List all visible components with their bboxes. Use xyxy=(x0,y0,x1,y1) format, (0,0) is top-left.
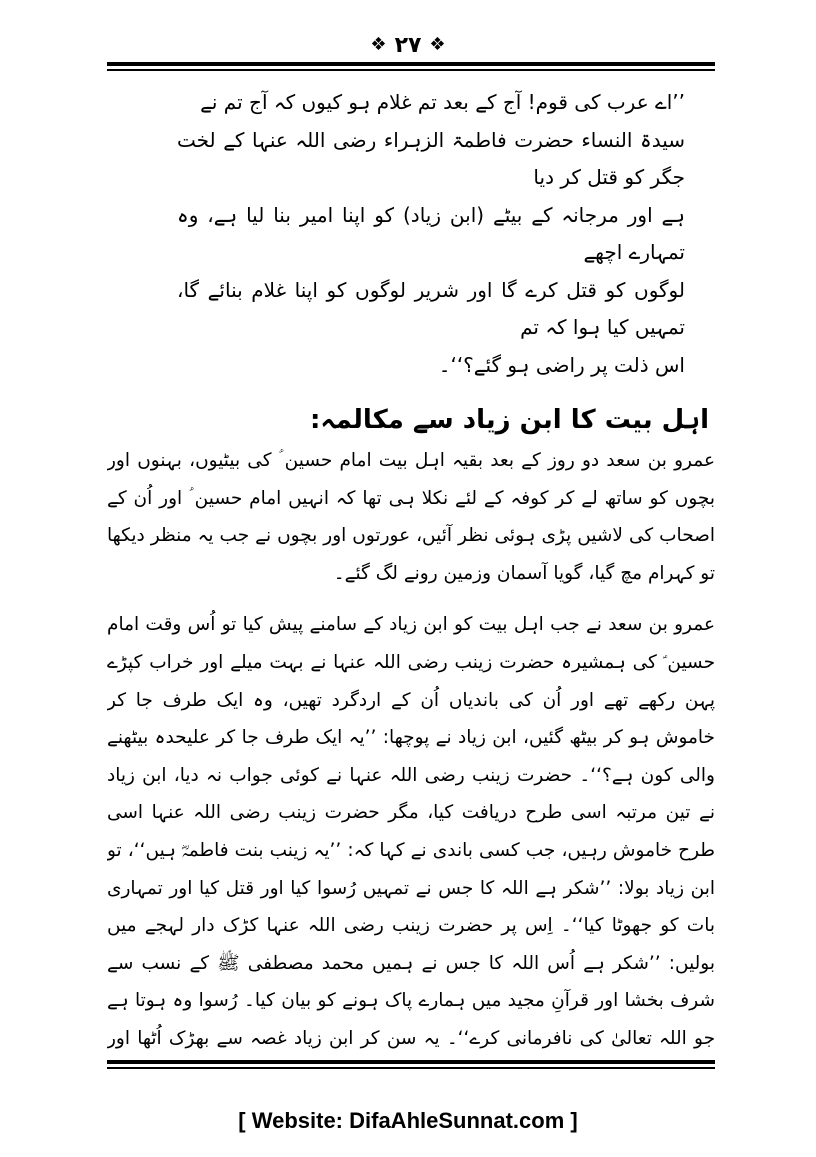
page-header xyxy=(0,30,816,60)
quote-line: ہے اور مرجانہ کے بیٹے (ابن زیاد) کو اپنا امیر بنا لیا ہے، وہ تمہارے اچھے xyxy=(177,202,685,264)
quote-line: لوگوں کو قتل کرے گا اور شریر لوگوں کو اپنا غلام بنائے گا، تمہیں کیا ہوا کہ تم xyxy=(177,277,685,339)
quote-line: اس ذلت پر راضی ہو گئے؟‘‘۔ xyxy=(438,352,685,377)
bottom-divider-thin xyxy=(107,1067,715,1069)
website-footer: [ Website: DifaAhleSunnat.com ] xyxy=(238,1108,578,1133)
ornament-left-icon: ❖ xyxy=(370,34,387,55)
quote-line: ’’اے عرب کی قوم! آج کے بعد تم غلام ہو کیوں کہ آج تم نے xyxy=(200,90,685,114)
quote-line: سیدۃ النساء حضرت فاطمۃ الزہراء رضی اللہ عنہا کے لخت جگر کو قتل کر دیا xyxy=(177,127,685,189)
paragraph: عمرو بن سعد نے جب اہل بیت کو ابن زیاد کے سامنے پیش کیا تو اُس وقت امام حسین ؑ کی ہمشیرہ حضرت زینب رضی اللہ عنہا نے بہت میلے اور خراب کپڑے پہن رکھے تھے اور اُن کی باندیاں اُن کے اردگرد تھیں، وہ ایک طرف جا کر خاموش ہو کر بیٹھ گئیں، ابن زیاد نے پوچھا: ’’یہ ایک طرف جا کر علیحدہ بیٹھنے والی کون ہے؟‘‘۔ حضرت زینب رضی اللہ عنہا نے کوئی جواب نہ دیا، ابن زیاد نے تین مرتبہ اسی طرح دریافت کیا، مگر حضرت زینب رضی اللہ عنہا اسی طرح خاموش رہیں، جب کسی باندی نے کہا کہ: ’’یہ زینب بنت فاطمہؓ ہیں‘‘، تو ابن زیاد بولا: ’’شکر ہے اللہ کا جس نے تمہیں رُسوا کیا اور قتل کیا اور تمہاری بات کو جھوٹا کیا‘‘۔ اِس پر حضرت زینب رضی اللہ عنہا کڑک دار لہجے میں بولیں: ’’شکر ہے اُس اللہ کا جس نے ہمیں محمد مصطفی ﷺ کے نسب سے شرف بخشا اور قرآنِ مجید میں ہمارے پاک ہونے کو بیان کیا۔ رُسوا وہ ہوتا ہے جو اللہ تعالیٰ کی نافرمانی کرے‘‘۔ یہ سن کر ابن زیاد غصہ سے بھڑک اُٹھا اور xyxy=(107,614,715,1049)
section-heading: اہل بیت کا ابن زیاد سے مکالمہ: xyxy=(310,405,709,435)
page-body xyxy=(107,74,715,1054)
page-number: ۲۷ xyxy=(394,32,422,58)
top-divider-thick xyxy=(107,62,715,66)
top-divider-thin xyxy=(107,69,715,71)
paragraph: عمرو بن سعد دو روز کے بعد بقیہ اہل بیت امام حسین ؑ کی بیٹیوں، بہنوں اور بچوں کو ساتھ لے کر کوفہ کے لئے نکلا ہی تھا کہ انہیں امام حسین ؑ اور اُن کے اصحاب کی لاشیں پڑی ہوئی نظر آئیں، عورتوں اور بچوں نے جب یہ منظر دیکھا تو کہرام مچ گیا، گویا آسمان وزمین رونے لگ گئے۔ xyxy=(107,450,715,584)
bottom-divider-thick xyxy=(107,1060,715,1064)
quote-block xyxy=(177,84,685,384)
ornament-right-icon: ❖ xyxy=(429,34,446,55)
